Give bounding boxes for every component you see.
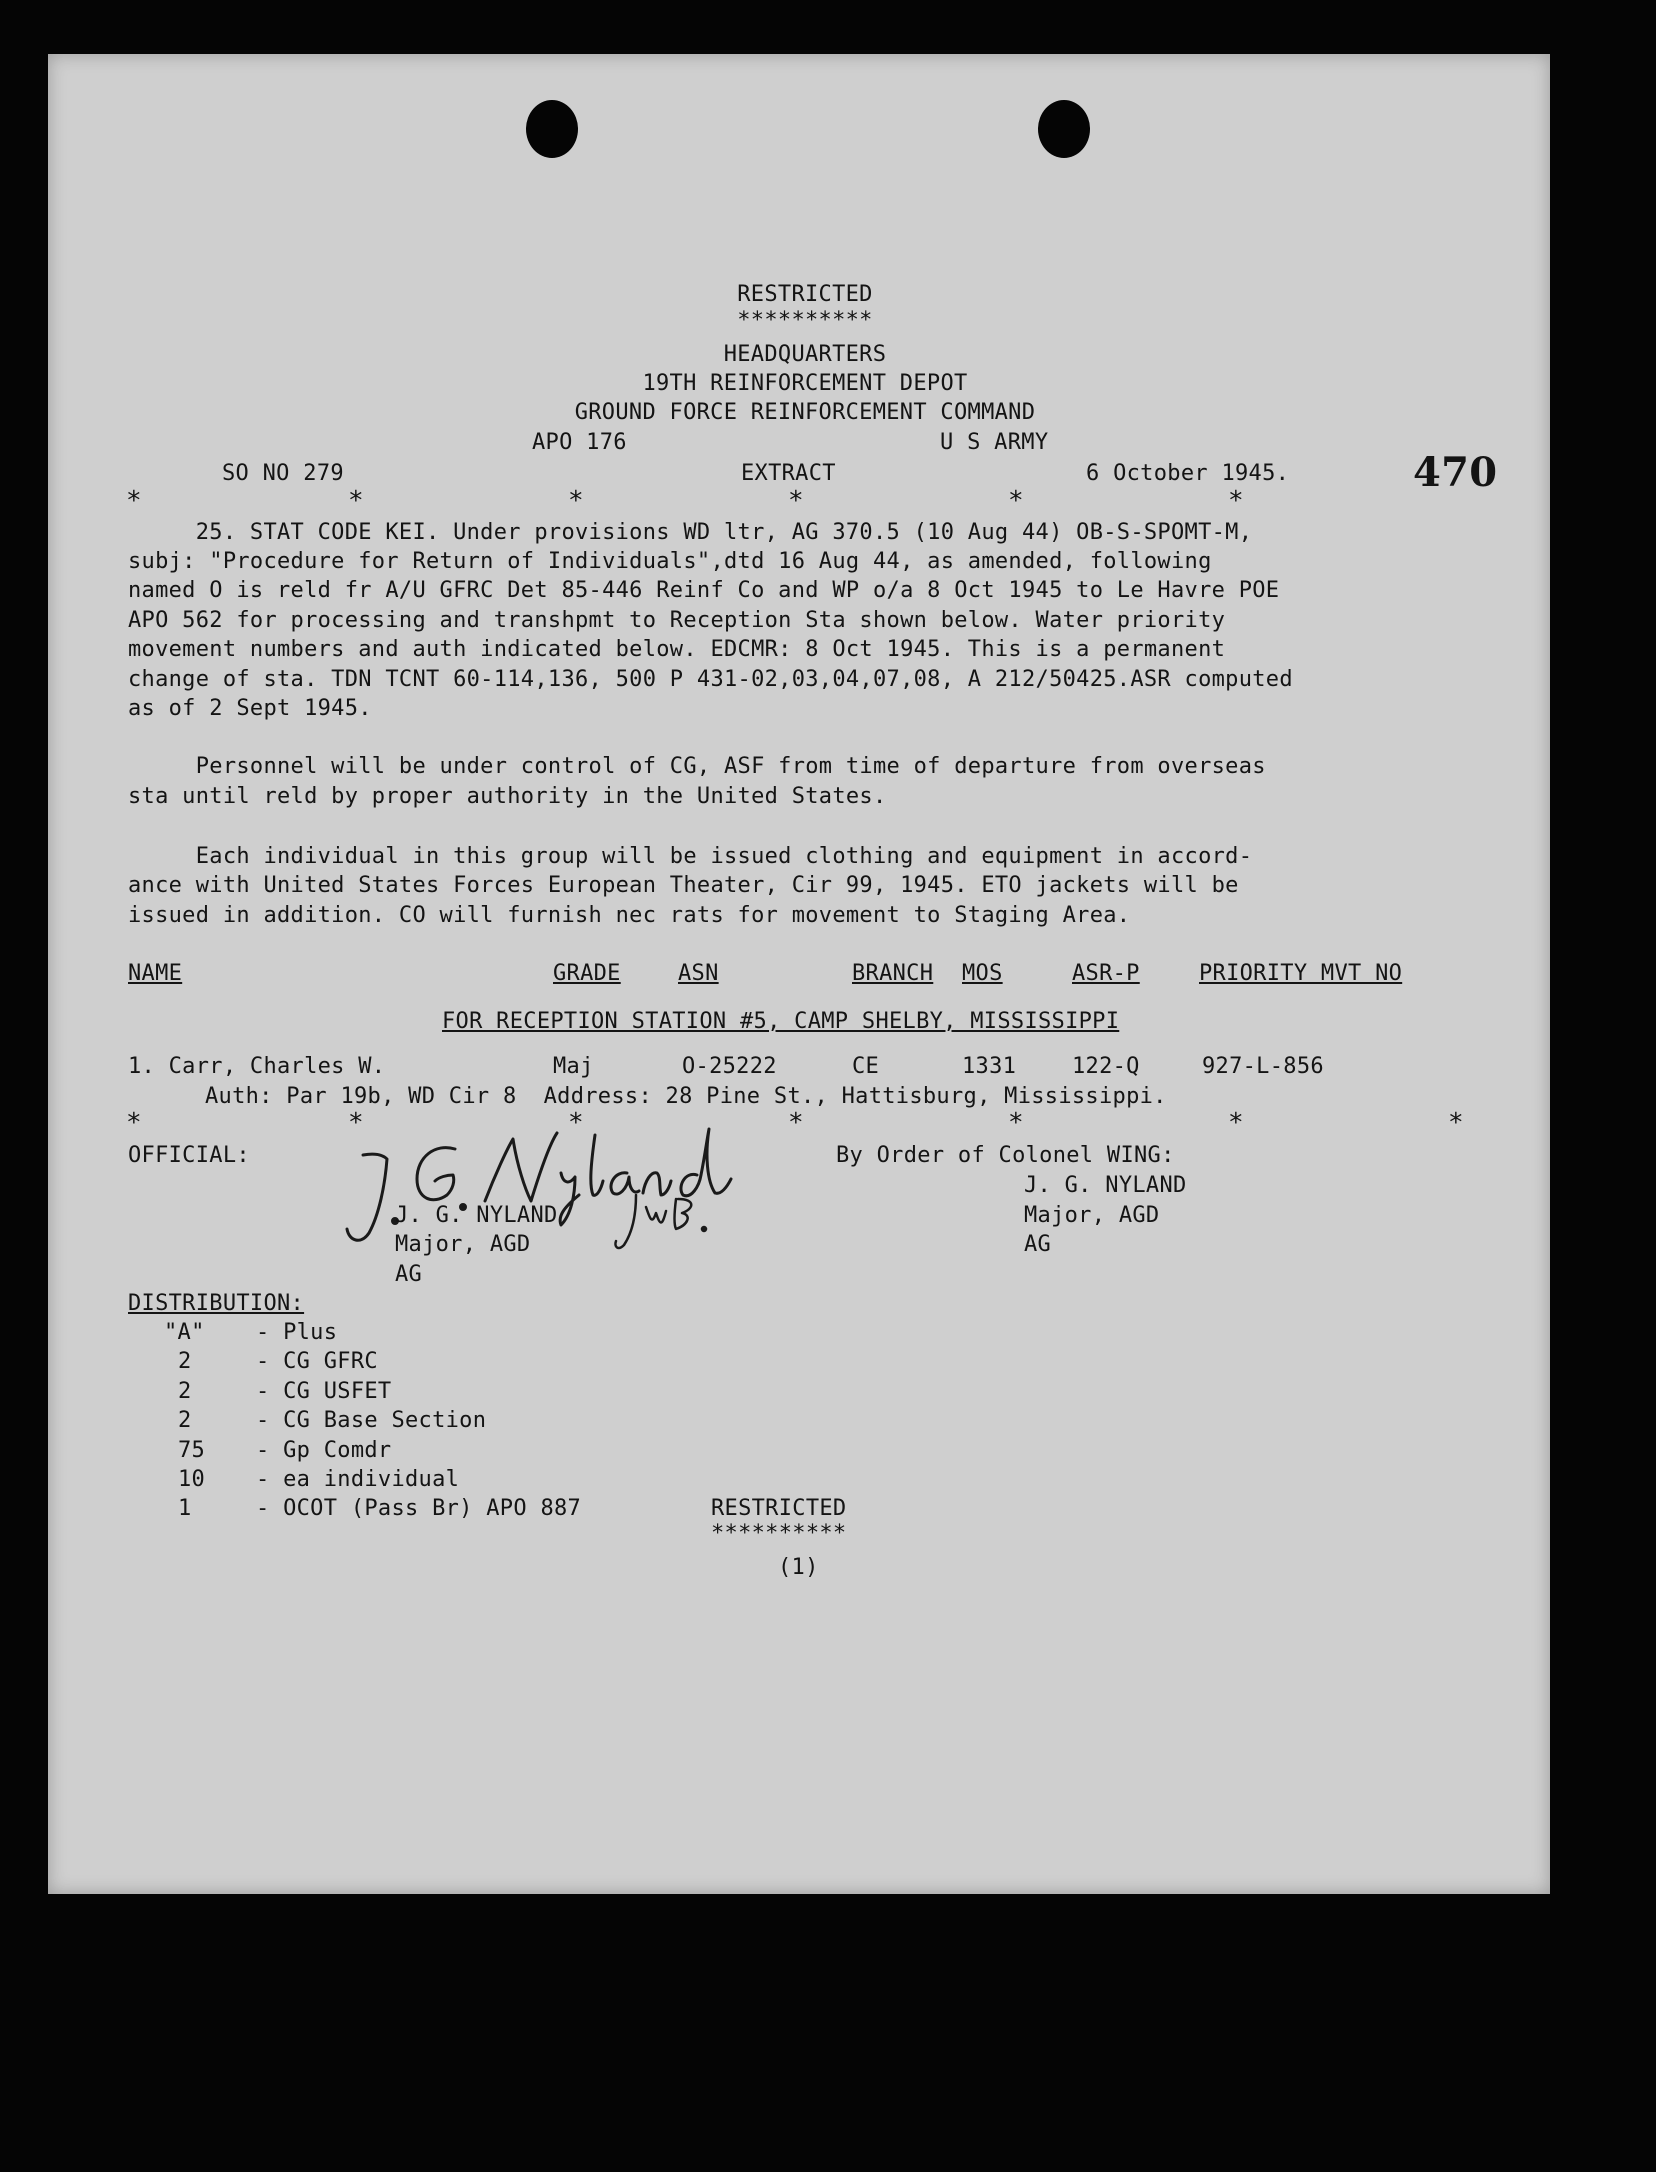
left-signatory-rank: Major, AGD [395, 1232, 531, 1257]
column-header-asn: ASN [678, 961, 719, 986]
separator-star: * [348, 486, 364, 516]
command-title: GROUND FORCE REINFORCEMENT COMMAND [574, 400, 1036, 425]
distribution-title: DISTRIBUTION: [128, 1291, 305, 1316]
so-number: SO NO 279 [222, 461, 344, 486]
separator-star: * [348, 1108, 364, 1138]
distribution-qty: 1 [178, 1496, 192, 1521]
right-signatory-title: AG [1024, 1232, 1052, 1257]
punch-hole-left [526, 100, 578, 158]
classification-stars-bottom: ********** [711, 1521, 847, 1546]
column-header-asrp: ASR-P [1072, 961, 1140, 986]
left-signatory-title: AG [395, 1262, 423, 1287]
distribution-dest: - CG GFRC [256, 1349, 378, 1374]
distribution-dest: - OCOT (Pass Br) APO 887 [256, 1496, 582, 1521]
punch-hole-right [1038, 100, 1090, 158]
paragraph-line: change of sta. TDN TCNT 60-114,136, 500 P 431-02,03,04,07,08, A 212/50425.ASR computed [128, 667, 1293, 692]
cell-grade: Maj [553, 1054, 594, 1079]
distribution-qty: "A" [164, 1320, 205, 1345]
paragraph-line: APO 562 for processing and transhpmt to Reception Sta shown below. Water priority [128, 608, 1226, 633]
distribution-dest: - Gp Comdr [256, 1438, 392, 1463]
distribution-qty: 2 [178, 1408, 192, 1433]
column-header-grade: GRADE [553, 961, 621, 986]
distribution-qty: 10 [178, 1467, 206, 1492]
page-stamp: 470 [1413, 449, 1498, 496]
distribution-qty: 2 [178, 1379, 192, 1404]
paragraph-line: subj: "Procedure for Return of Individuals",dtd 16 Aug 44, as amended, following [128, 549, 1212, 574]
column-header-name: NAME [128, 961, 183, 986]
extract-label: EXTRACT [741, 461, 836, 486]
left-signatory-name: J. G. NYLAND [395, 1203, 558, 1228]
cell-asrp: 122-Q [1072, 1054, 1140, 1079]
cell-asn: O-25222 [682, 1054, 777, 1079]
right-signatory-name: J. G. NYLAND [1024, 1173, 1187, 1198]
classification-stars-top: ********** [737, 308, 873, 333]
by-order-line: By Order of Colonel WING: [836, 1143, 1175, 1168]
distribution-qty: 75 [178, 1438, 206, 1463]
right-signatory-rank: Major, AGD [1024, 1203, 1160, 1228]
paragraph-line: Personnel will be under control of CG, ASF from time of departure from overseas [128, 754, 1266, 779]
paragraph-line: Each individual in this group will be issued clothing and equipment in accord- [128, 844, 1253, 869]
apo-label: APO 176 [532, 430, 627, 455]
separator-star: * [788, 486, 804, 516]
separator-star: * [1228, 1108, 1244, 1138]
separator-star: * [788, 1108, 804, 1138]
distribution-dest: - Plus [256, 1320, 338, 1345]
column-header-branch: BRANCH [852, 961, 934, 986]
paragraph-line: sta until reld by proper authority in the United States. [128, 784, 887, 809]
army-label: U S ARMY [940, 430, 1049, 455]
separator-star: * [126, 1108, 142, 1138]
unit-title: 19TH REINFORCEMENT DEPOT [642, 371, 968, 396]
distribution-qty: 2 [178, 1349, 192, 1374]
column-header-mos: MOS [962, 961, 1003, 986]
paragraph-line: named O is reld fr A/U GFRC Det 85-446 Reinf Co and WP o/a 8 Oct 1945 to Le Havre POE [128, 578, 1280, 603]
separator-star: * [568, 1108, 584, 1138]
column-header-priority: PRIORITY MVT NO [1199, 961, 1403, 986]
distribution-dest: - ea individual [256, 1467, 460, 1492]
cell-priority: 927-L-856 [1202, 1054, 1324, 1079]
auth-address-line: Auth: Par 19b, WD Cir 8 Address: 28 Pine St., Hattisburg, Mississippi. [205, 1084, 1167, 1109]
paragraph-line: issued in addition. CO will furnish nec rats for movement to Staging Area. [128, 903, 1131, 928]
official-label: OFFICIAL: [128, 1143, 250, 1168]
separator-star: * [1448, 1108, 1464, 1138]
page-number: (1) [778, 1555, 819, 1580]
classification-bottom: RESTRICTED [711, 1496, 847, 1521]
cell-branch: CE [852, 1054, 880, 1079]
separator-star: * [1008, 1108, 1024, 1138]
headquarters-title: HEADQUARTERS [723, 342, 887, 367]
paragraph-line: ance with United States Forces European Theater, Cir 99, 1945. ETO jackets will be [128, 873, 1239, 898]
distribution-dest: - CG Base Section [256, 1408, 487, 1433]
separator-star: * [126, 486, 142, 516]
classification-top: RESTRICTED [737, 282, 873, 307]
separator-star: * [568, 486, 584, 516]
separator-star: * [1228, 486, 1244, 516]
reception-station-heading: FOR RECEPTION STATION #5, CAMP SHELBY, MISSISSIPPI [442, 1009, 1120, 1034]
paragraph-line: 25. STAT CODE KEI. Under provisions WD ltr, AG 370.5 (10 Aug 44) OB-S-SPOMT-M, [128, 520, 1253, 545]
paragraph-line: as of 2 Sept 1945. [128, 696, 372, 721]
separator-star: * [1008, 486, 1024, 516]
cell-name: 1. Carr, Charles W. [128, 1054, 386, 1079]
distribution-dest: - CG USFET [256, 1379, 392, 1404]
order-date: 6 October 1945. [1086, 461, 1290, 486]
cell-mos: 1331 [962, 1054, 1017, 1079]
paragraph-line: movement numbers and auth indicated below. EDCMR: 8 Oct 1945. This is a permanent [128, 637, 1226, 662]
